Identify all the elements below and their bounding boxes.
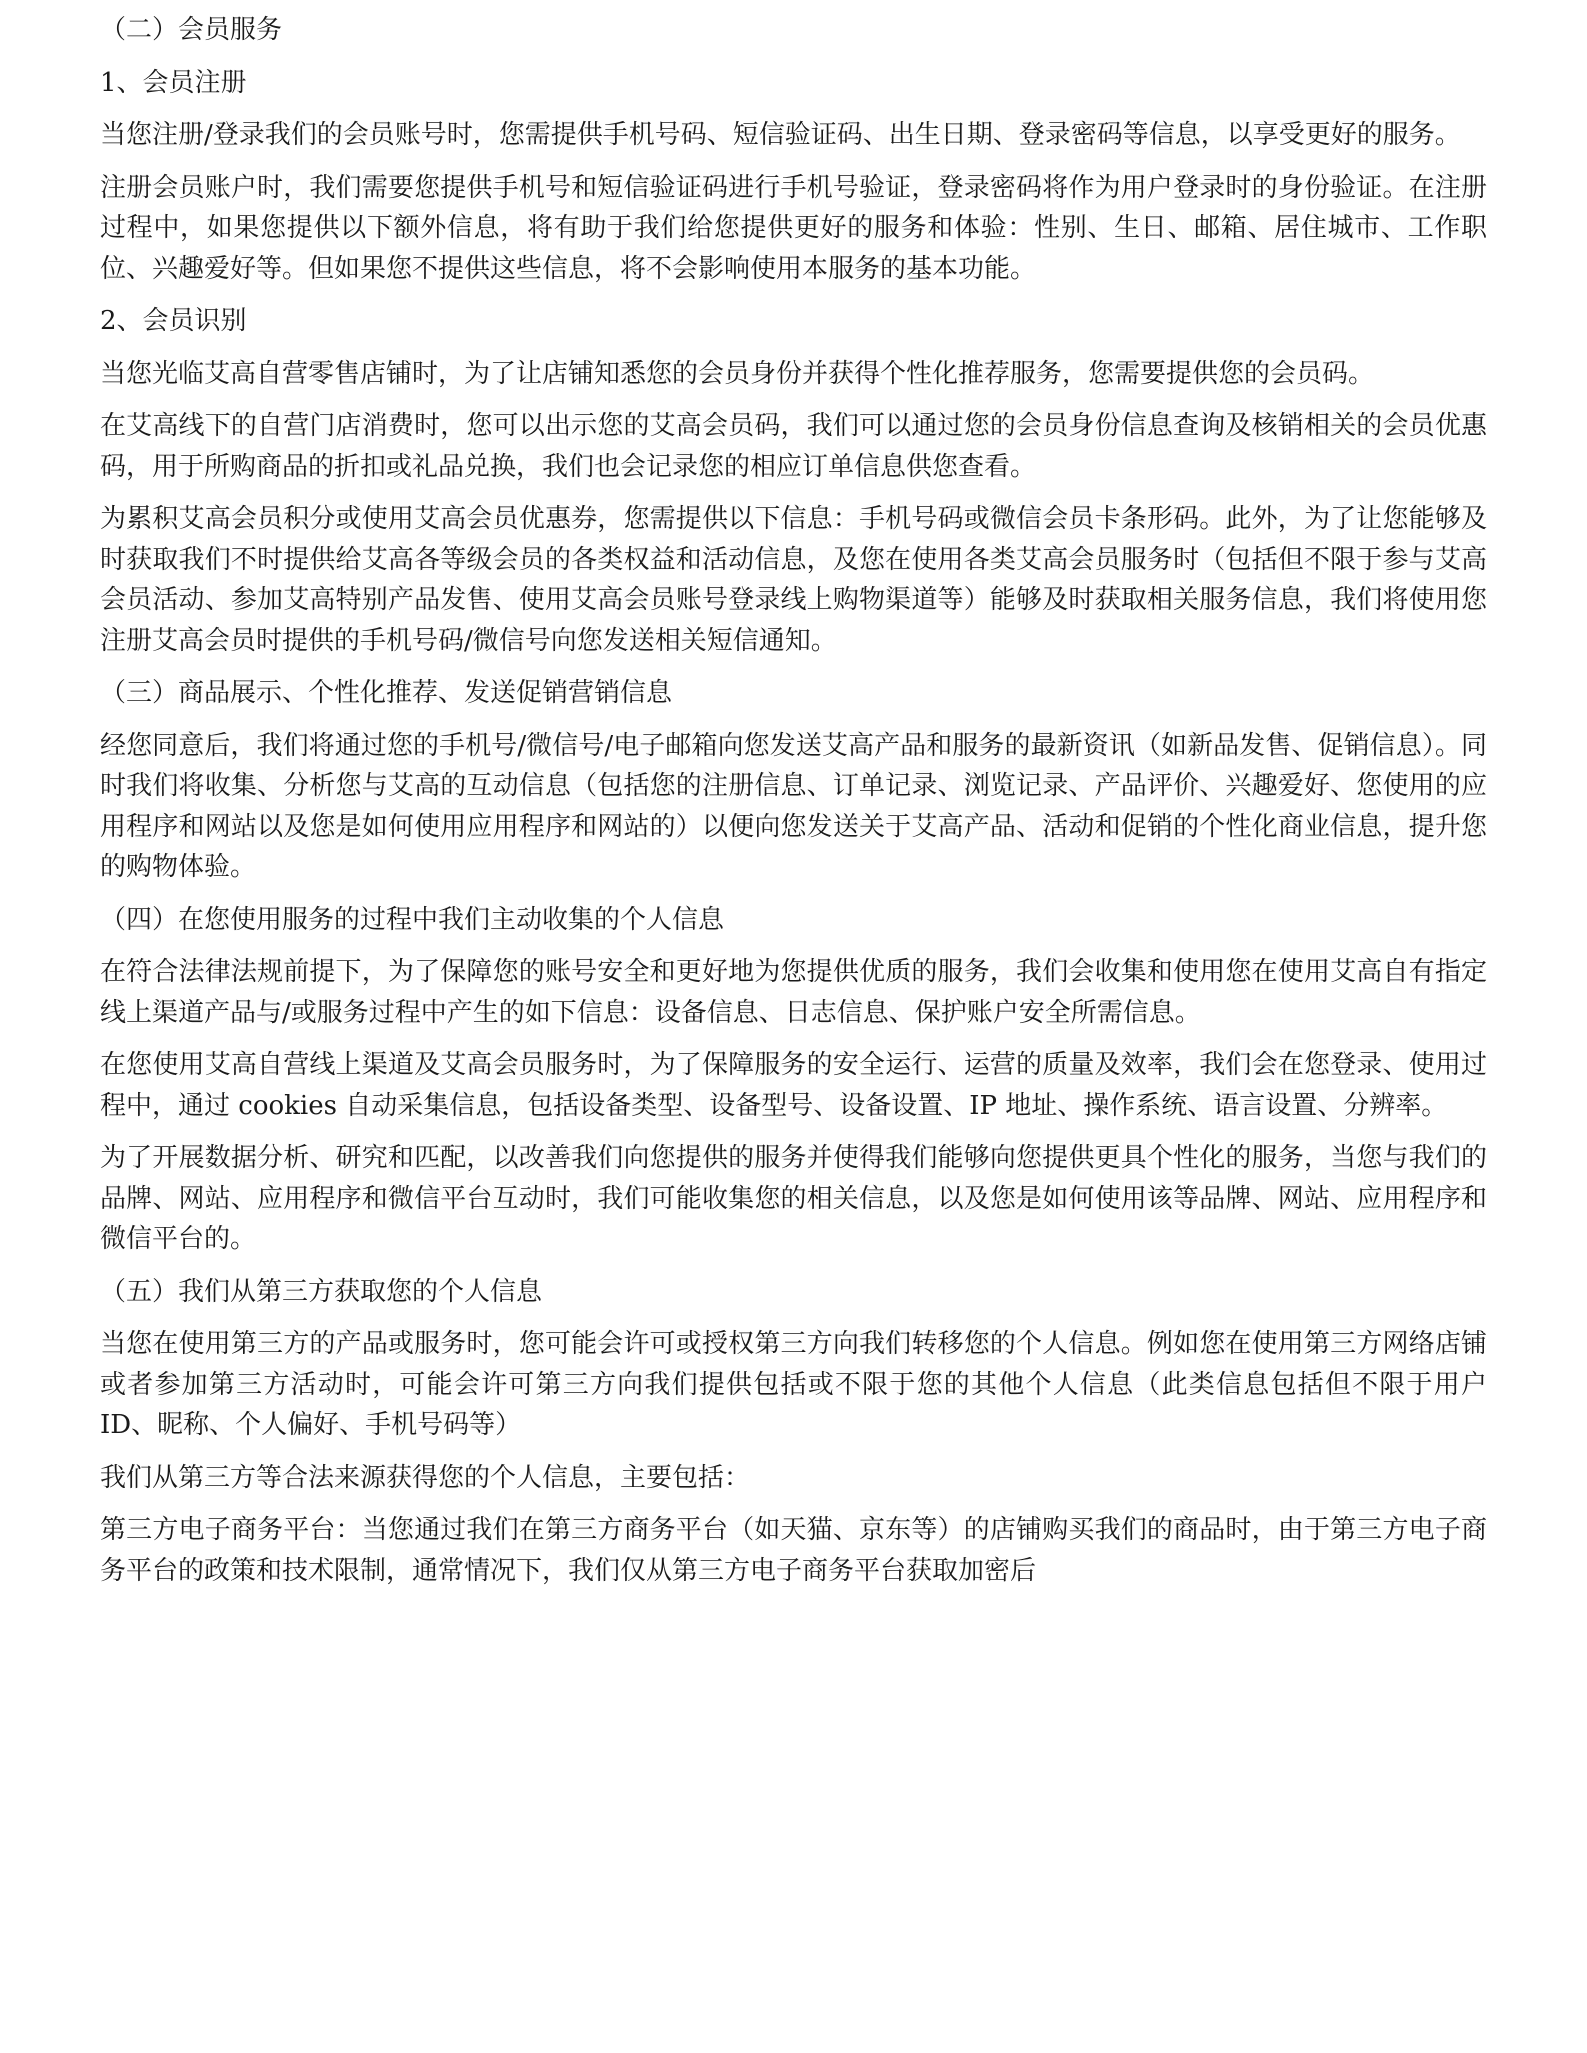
paragraph: 经您同意后，我们将通过您的手机号/微信号/电子邮箱向您发送艾高产品和服务的最新资讯（如新品发售、促销信息）。同时我们将收集、分析您与艾高的互动信息（包括您的注册信息、订单记录、浏览记录、产品评价、兴趣爱好、您使用的应用程序和网站以及您是如何使用应用程序和网站的）以便向您发送关于艾高产品、活动和促销的个性化商业信息，提升您的购物体验。 [100,730,1487,882]
subheading-member-registration: 1、会员注册 [100,67,247,98]
paragraph: 当您在使用第三方的产品或服务时，您可能会许可或授权第三方向我们转移您的个人信息。例如您在使用第三方网络店铺或者参加第三方活动时，可能会许可第三方向我们提供包括或不限于您的其他个人信息（此类信息包括但不限于用户 ID、昵称、个人偏好、手机号码等） [100,1329,1487,1440]
paragraph: 在符合法律法规前提下，为了保障您的账号安全和更好地为您提供优质的服务，我们会收集和使用您在使用艾高自有指定线上渠道产品与/或服务过程中产生的如下信息：设备信息、日志信息、保护账户安全所需信息。 [100,957,1487,1028]
paragraph: 在艾高线下的自营门店消费时，您可以出示您的艾高会员码，我们可以通过您的会员身份信息查询及核销相关的会员优惠码，用于所购商品的折扣或礼品兑换，我们也会记录您的相应订单信息供您查看。 [100,411,1487,482]
paragraph: 当您光临艾高自营零售店铺时，为了让店铺知悉您的会员身份并获得个性化推荐服务，您需要提供您的会员码。 [100,358,1375,389]
section-heading-active-collection: （四）在您使用服务的过程中我们主动收集的个人信息 [100,904,725,935]
paragraph: 为了开展数据分析、研究和匹配，以改善我们向您提供的服务并使得我们能够向您提供更具个性化的服务，当您与我们的品牌、网站、应用程序和微信平台互动时，我们可能收集您的相关信息，以及您是如何使用该等品牌、网站、应用程序和微信平台的。 [100,1143,1487,1254]
document-page [100,10,1487,1603]
paragraph: 注册会员账户时，我们需要您提供手机号和短信验证码进行手机号验证，登录密码将作为用户登录时的身份验证。在注册过程中，如果您提供以下额外信息，将有助于我们给您提供更好的服务和体验：性别、生日、邮箱、居住城市、工作职位、兴趣爱好等。但如果您不提供这些信息，将不会影响使用本服务的基本功能。 [100,172,1487,284]
section-heading-third-party: （五）我们从第三方获取您的个人信息 [100,1276,543,1307]
paragraph: 我们从第三方等合法来源获得您的个人信息，主要包括： [100,1462,751,1493]
paragraph: 当您注册/登录我们的会员账号时，您需提供手机号码、短信验证码、出生日期、登录密码等信息，以享受更好的服务。 [100,120,1461,150]
paragraph: 第三方电子商务平台：当您通过我们在第三方商务平台（如天猫、京东等）的店铺购买我们的商品时，由于第三方电子商务平台的政策和技术限制，通常情况下，我们仅从第三方电子商务平台获取加密后 [100,1515,1487,1586]
paragraph: 为累积艾高会员积分或使用艾高会员优惠券，您需提供以下信息：手机号码或微信会员卡条形码。此外，为了让您能够及时获取我们不时提供给艾高各等级会员的各类权益和活动信息，及您在使用各类艾高会员服务时（包括但不限于参与艾高会员活动、参加艾高特别产品发售、使用艾高会员账号登录线上购物渠道等）能够及时获取相关服务信息，我们将使用您注册艾高会员时提供的手机号码/微信号向您发送相关短信通知。 [100,504,1487,656]
section-heading-product-display: （三）商品展示、个性化推荐、发送促销营销信息 [100,678,673,708]
paragraph: 在您使用艾高自营线上渠道及艾高会员服务时，为了保障服务的安全运行、运营的质量及效率，我们会在您登录、使用过程中，通过 cookies 自动采集信息，包括设备类型、设备型号、设备设置、IP 地址、操作系统、语言设置、分辨率。 [100,1050,1487,1121]
subheading-member-identification: 2、会员识别 [100,306,247,336]
section-heading-member-services: （二）会员服务 [100,15,283,45]
